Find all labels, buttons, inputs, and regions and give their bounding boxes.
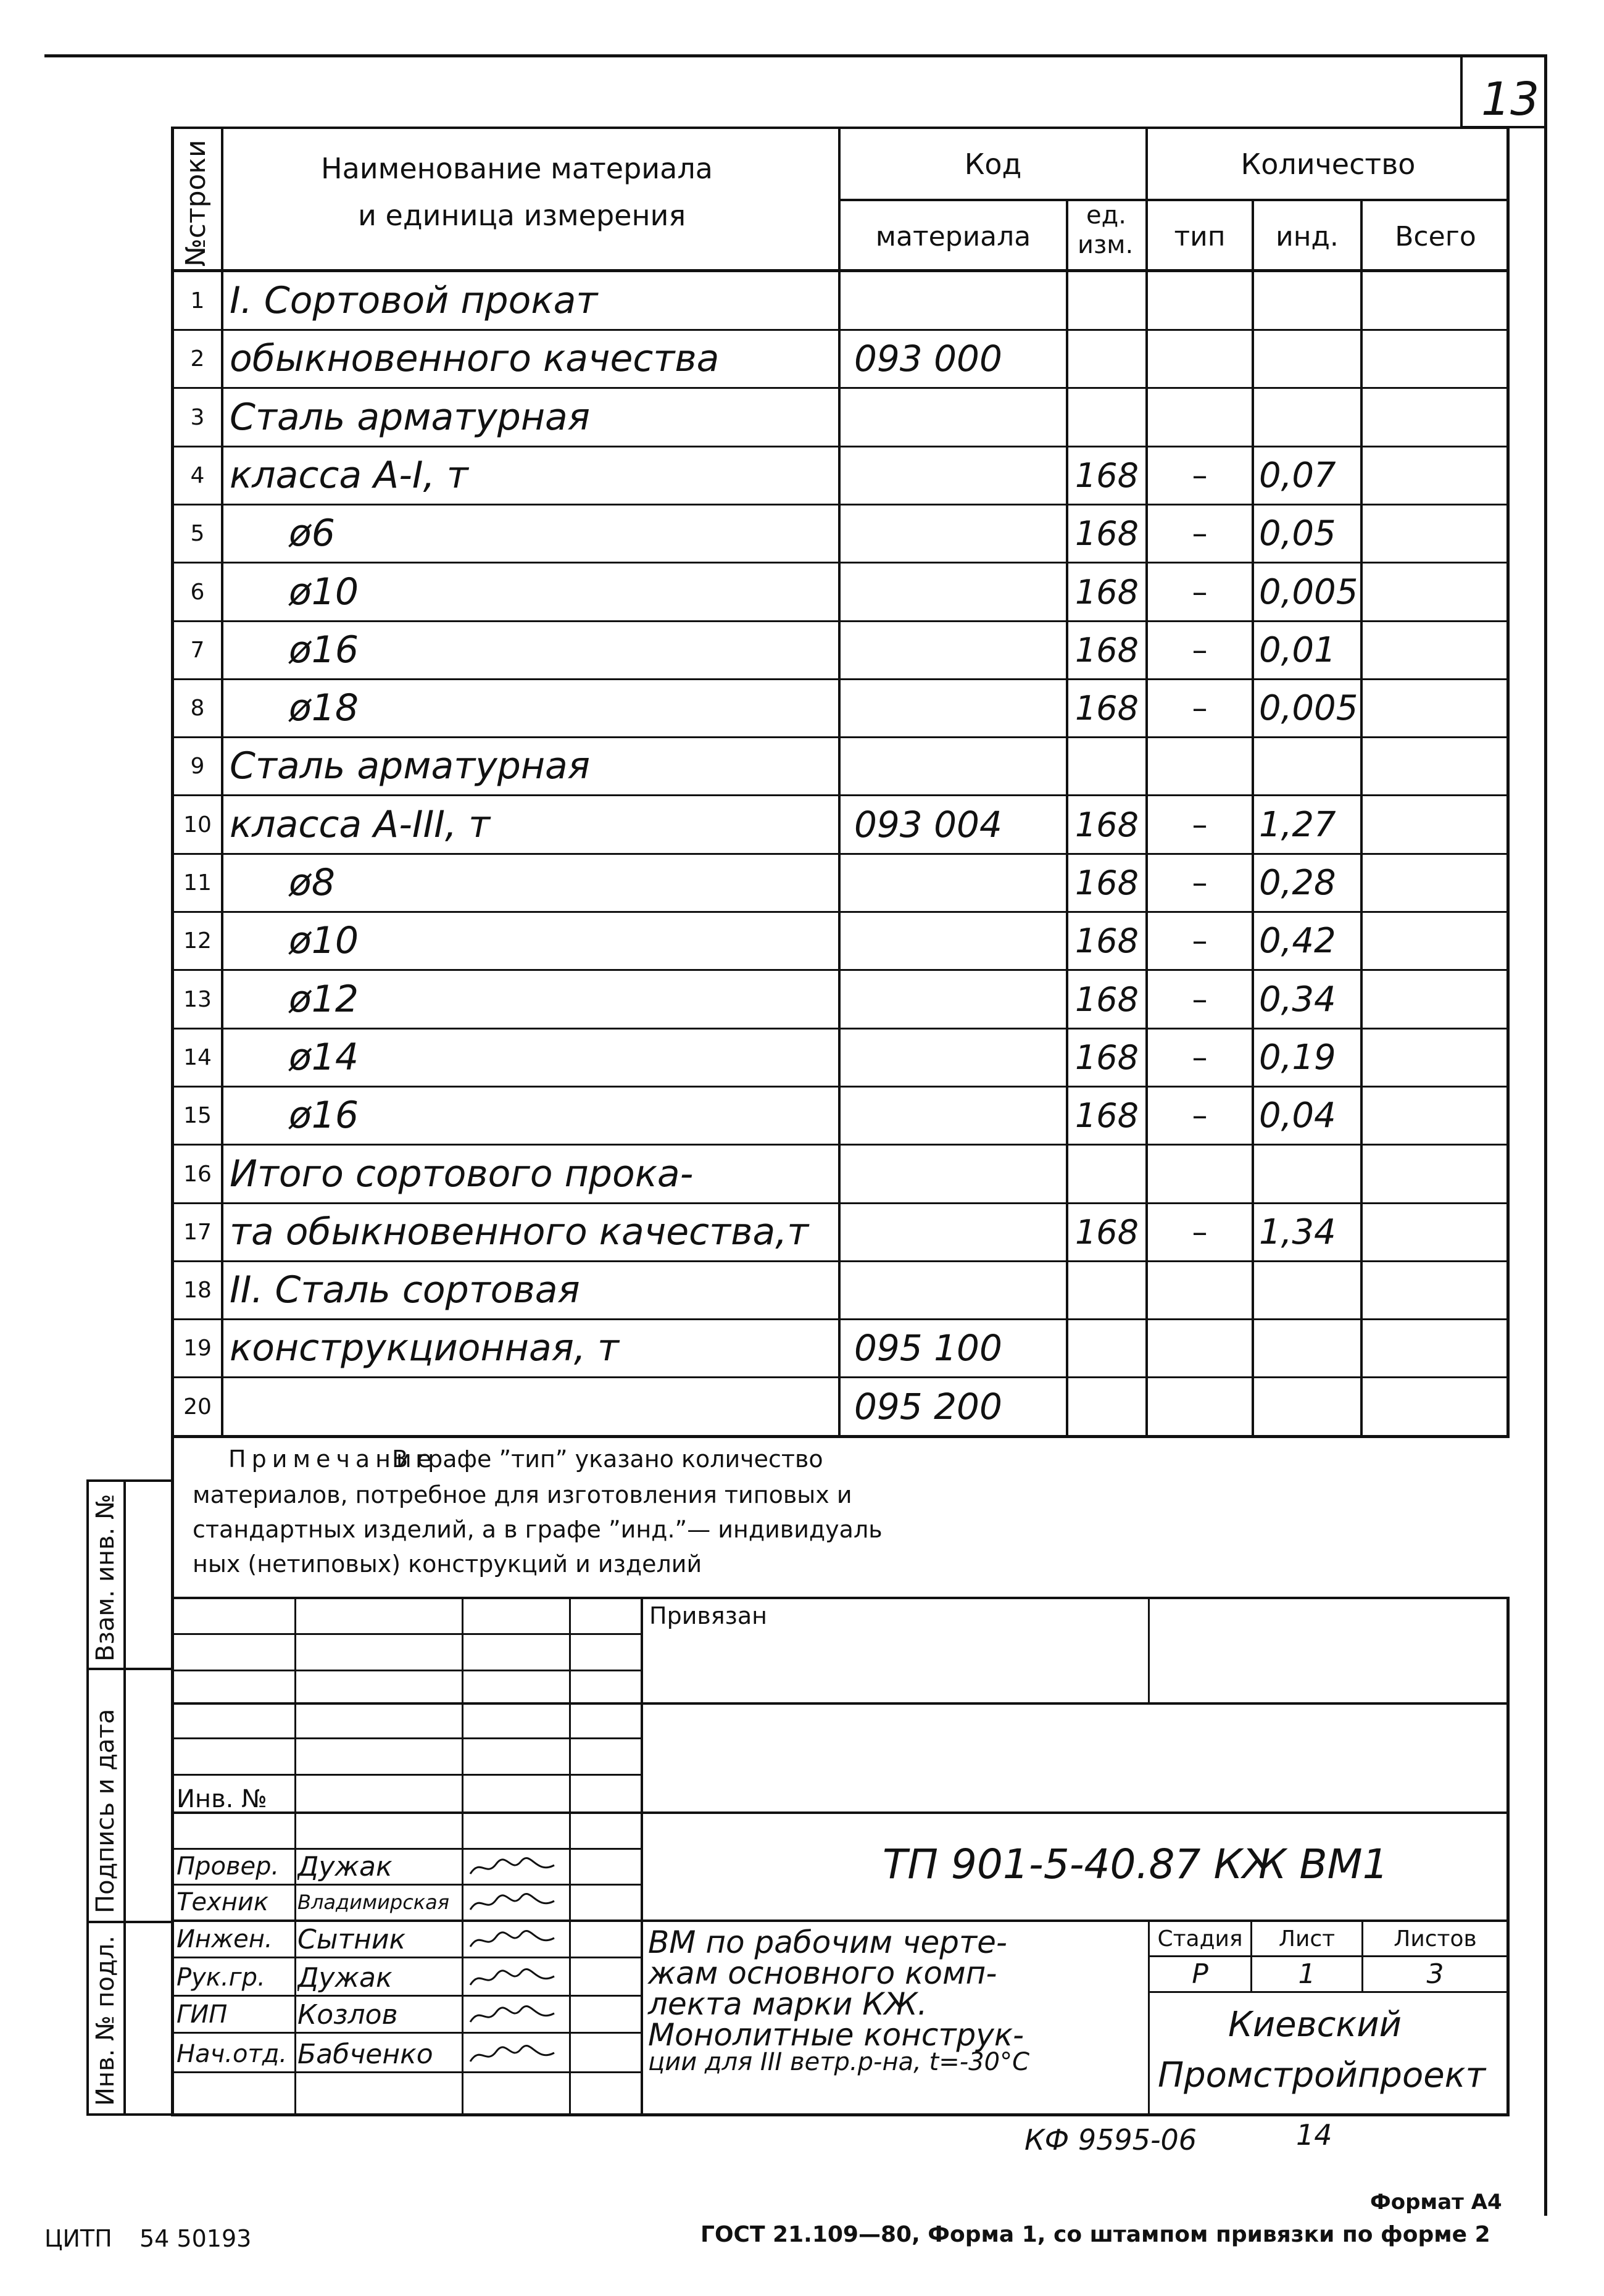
row-number: 8 [190, 695, 205, 721]
row-name: ø16 [289, 1094, 359, 1137]
note-line1: В графе ”тип” указано количество [392, 1445, 823, 1473]
row-name: та обыкновенного качества,т [230, 1210, 809, 1254]
row-code [841, 1204, 1079, 1260]
row-name: II. Сталь сортовая [230, 1268, 580, 1312]
row-number: 16 [183, 1161, 212, 1187]
row-unit [1068, 1146, 1145, 1202]
row-ind [1254, 1146, 1365, 1202]
org-line1: Киевский [1228, 2005, 1402, 2045]
row-code: 093 000 [854, 338, 1002, 380]
row-unit [1068, 1320, 1145, 1376]
row-type [1148, 1378, 1252, 1435]
stamp-h2 [171, 1670, 641, 1671]
row-unit: 168 [1074, 863, 1139, 902]
row-name: Сталь арматурная [230, 396, 590, 439]
stamp-h1 [171, 1633, 641, 1635]
row-name: класса A-I, т [230, 454, 468, 497]
header-name-line2: и единица измерения [358, 199, 686, 232]
row-type: – [1192, 865, 1208, 901]
row-ind: 0,04 [1259, 1095, 1336, 1136]
row-code [841, 1146, 1079, 1202]
header-material: материала [875, 220, 1031, 252]
side-strip-bottom [86, 2113, 173, 2116]
row-code: 093 004 [854, 804, 1002, 846]
row-type [1148, 1146, 1252, 1202]
row-ind: 0,19 [1259, 1037, 1336, 1078]
side-label-inv-podl: Инв. № подл. [91, 1936, 120, 2106]
row-number: 18 [183, 1277, 212, 1303]
stamp-h3 [171, 1702, 1508, 1705]
signer-role: ГИП [177, 2000, 228, 2029]
sheet-number: 13 [1481, 73, 1540, 126]
row-code [841, 854, 1079, 911]
header-quantity: Количество [1240, 148, 1416, 181]
row-unit: 168 [1074, 630, 1139, 670]
note-left-border [171, 1436, 174, 2115]
row-ind: 1,34 [1259, 1212, 1336, 1252]
row-type: – [1192, 574, 1208, 610]
header-type: тип [1174, 220, 1226, 252]
row-ind [1254, 330, 1365, 387]
row-code [841, 1029, 1079, 1086]
row-unit: 168 [1074, 1212, 1139, 1252]
row-code [841, 272, 1079, 329]
row-unit: 168 [1074, 688, 1139, 728]
stamp-stage-h2 [1148, 1991, 1508, 1993]
header-unit-line2: изм. [1078, 231, 1134, 259]
top-border [44, 54, 1547, 57]
row-name: Итого сортового прока- [230, 1152, 694, 1196]
row-code: 095 100 [854, 1327, 1002, 1369]
row-code [841, 389, 1079, 446]
row-ind: 0,42 [1259, 920, 1336, 961]
row-number: 13 [183, 986, 212, 1012]
note-lead: Примечание [228, 1445, 438, 1473]
row-code [841, 680, 1079, 736]
row-code [841, 505, 1079, 562]
row-type [1148, 1320, 1252, 1376]
format-label: Формат А4 [1370, 2190, 1502, 2215]
row-number: 1 [190, 288, 205, 314]
side-label-podpis: Подпись и дата [91, 1708, 120, 1913]
signer-name: Козлов [297, 1999, 398, 2031]
row-type [1148, 272, 1252, 329]
bottom-handwritten-code: КФ 9595-06 [1024, 2123, 1197, 2157]
header-total: Всего [1395, 220, 1476, 252]
row-name: класса A-III, т [230, 803, 491, 846]
row-ind [1254, 272, 1365, 329]
row-unit: 168 [1074, 1038, 1139, 1077]
row-unit: 168 [1074, 1096, 1139, 1135]
stamp-title-line: ВМ по рабочим черте- [648, 1924, 1007, 1960]
row-type: – [1192, 457, 1208, 493]
row-number: 12 [183, 928, 212, 954]
row-unit [1068, 1262, 1145, 1318]
row-ind [1254, 1320, 1365, 1376]
row-name: ø8 [289, 861, 335, 904]
row-ind: 0,05 [1259, 513, 1336, 554]
row-ind: 0,34 [1259, 979, 1336, 1020]
signer-name: Сытник [297, 1923, 406, 1955]
row-unit: 168 [1074, 455, 1139, 495]
row-unit [1068, 389, 1145, 446]
row-ind [1254, 1262, 1365, 1318]
row-number: 20 [183, 1394, 212, 1420]
row-type: – [1192, 923, 1208, 959]
row-code [841, 447, 1079, 504]
row-number: 5 [190, 520, 205, 546]
row-number: 11 [183, 870, 212, 896]
org-line2: Промстройпроект [1158, 2055, 1486, 2095]
row-type: – [1192, 807, 1208, 842]
row-divider [171, 1435, 1510, 1438]
row-type: – [1192, 1097, 1208, 1133]
header-subline [838, 199, 1508, 201]
row-unit [1068, 330, 1145, 387]
inv-no-label: Инв. № [177, 1785, 267, 1813]
privyazan-label: Привязан [649, 1602, 767, 1629]
signer-role: Рук.гр. [177, 1963, 265, 1992]
row-type: – [1192, 690, 1208, 726]
row-ind: 0,07 [1259, 455, 1336, 496]
sheets-value: 3 [1426, 1958, 1444, 1990]
stamp-bottom [171, 2113, 1510, 2116]
stage-value: Р [1192, 1958, 1208, 1990]
row-name: конструкционная, т [230, 1326, 619, 1370]
row-ind [1254, 738, 1365, 794]
side-label-vzam: Взам. инв. № [91, 1494, 120, 1662]
row-unit: 168 [1074, 980, 1139, 1019]
row-unit: 168 [1074, 921, 1139, 960]
row-number: 19 [183, 1335, 212, 1361]
stamp-col-a [294, 1597, 296, 2113]
footer-right: ГОСТ 21.109—80, Форма 1, со штампом привязки по форме 2 [700, 2222, 1490, 2247]
row-code: 095 200 [854, 1386, 1002, 1428]
stamp-h11 [171, 1995, 641, 1997]
signer-role: Провер. [177, 1852, 280, 1881]
header-ind: инд. [1276, 220, 1339, 252]
row-number: 2 [190, 346, 205, 372]
row-ind: 1,27 [1259, 804, 1336, 845]
stamp-h12 [171, 2032, 641, 2034]
row-number: 3 [190, 404, 205, 430]
stamp-title-line: лекта марки КЖ. [648, 1986, 928, 2022]
stamp-h13 [171, 2071, 641, 2073]
row-code [841, 1087, 1079, 1144]
stamp-right [1506, 1597, 1510, 2115]
row-unit [1068, 1378, 1145, 1435]
stamp-title-line: Монолитные конструк- [648, 2017, 1024, 2053]
row-unit: 168 [1074, 572, 1139, 612]
note-line4: ных (нетиповых) конструкций и изделий [193, 1550, 702, 1578]
row-name: обыкновенного качества [230, 337, 720, 380]
row-ind: 0,01 [1259, 630, 1336, 670]
row-number: 15 [183, 1102, 212, 1128]
side-strip-right [123, 1479, 126, 2115]
row-name: ø16 [289, 628, 359, 672]
row-unit [1068, 738, 1145, 794]
table-inner-left-border [221, 127, 223, 1436]
header-code: Код [964, 148, 1022, 181]
row-name: ø10 [289, 570, 359, 614]
row-number: 14 [183, 1044, 212, 1070]
signer-name: Бабченко [297, 2038, 433, 2070]
stage-label: Стадия [1157, 1926, 1243, 1952]
note-line2: материалов, потребное для изготовления типовых и [193, 1481, 852, 1508]
row-code [841, 738, 1079, 794]
stamp-h5 [171, 1774, 641, 1776]
row-ind: 0,005 [1259, 572, 1358, 612]
row-name [230, 1378, 838, 1435]
row-code [841, 971, 1079, 1028]
row-number: 6 [190, 579, 205, 605]
row-code [841, 622, 1079, 678]
signer-name: Дужак [297, 1961, 393, 1994]
bottom-page-number: 14 [1296, 2118, 1332, 2152]
signer-name: Владимирская [297, 1890, 449, 1914]
row-type [1148, 389, 1252, 446]
sheet-label: Лист [1278, 1926, 1336, 1952]
stamp-privyazan-divider [1148, 1597, 1150, 1703]
table-right-border [1506, 127, 1510, 1436]
signature-scribble [468, 2043, 560, 2068]
row-unit: 168 [1074, 805, 1139, 844]
row-type [1148, 1262, 1252, 1318]
side-strip-top [86, 1479, 173, 1482]
header-unit-line1: ед. [1086, 201, 1126, 230]
row-name: ø6 [289, 512, 335, 555]
row-number: 4 [190, 462, 205, 488]
row-code [841, 1262, 1079, 1318]
row-name: ø12 [289, 978, 359, 1021]
footer-left-org: ЦИТП [44, 2225, 112, 2252]
stamp-h4 [171, 1737, 641, 1739]
row-type: – [1192, 632, 1208, 668]
row-code [841, 564, 1079, 620]
signature-scribble [468, 2003, 560, 2028]
row-number: 9 [190, 753, 205, 779]
row-unit: 168 [1074, 514, 1139, 553]
row-type [1148, 330, 1252, 387]
row-ind [1254, 389, 1365, 446]
signature-scribble [468, 1928, 560, 1953]
row-type: – [1192, 1039, 1208, 1075]
stamp-col-b [462, 1597, 463, 2113]
signer-role: Нач.отд. [177, 2040, 288, 2068]
signer-name: Дужак [297, 1850, 393, 1882]
stamp-title-line: жам основного комп- [648, 1955, 997, 1991]
header-row-no: №строки [180, 139, 212, 267]
row-number: 17 [183, 1219, 212, 1245]
stamp-title-line: ции для III ветр.р-на, t=-30°С [648, 2048, 1030, 2076]
signature-scribble [468, 1891, 560, 1916]
row-name: I. Сортовой прокат [230, 279, 598, 322]
signature-scribble [468, 1855, 560, 1880]
stamp-sep-main [641, 1597, 643, 2115]
row-type: – [1192, 1214, 1208, 1250]
sheet-number-box-left [1460, 54, 1463, 128]
stamp-h6 [171, 1811, 1508, 1814]
stamp-h10 [171, 1957, 641, 1958]
sheets-label: Листов [1394, 1926, 1477, 1952]
row-number: 10 [183, 812, 212, 838]
row-type: – [1192, 981, 1208, 1017]
side-strip-left [86, 1479, 89, 2115]
signer-role: Техник [177, 1888, 269, 1916]
header-name-line1: Наименование материала [321, 152, 713, 185]
sheet-value: 1 [1298, 1958, 1316, 1990]
row-type: – [1192, 515, 1208, 551]
side-strip-div1 [86, 1668, 173, 1670]
row-code [841, 912, 1079, 969]
right-border [1544, 54, 1547, 2216]
row-type [1148, 738, 1252, 794]
row-name: ø14 [289, 1036, 359, 1079]
note-line3: стандартных изделий, а в графе ”инд.”— индивидуаль [193, 1516, 883, 1543]
stamp-col-c [569, 1597, 571, 2113]
row-name: ø18 [289, 686, 359, 730]
row-ind: 0,005 [1259, 688, 1358, 728]
row-number: 7 [190, 637, 205, 663]
stamp-top [171, 1597, 1510, 1599]
row-name: ø10 [289, 919, 359, 962]
row-ind: 0,28 [1259, 862, 1336, 903]
signer-role: Инжен. [177, 1925, 273, 1953]
side-strip-div2 [86, 1921, 173, 1923]
row-name: Сталь арматурная [230, 744, 590, 788]
footer-left-num: 54 50193 [139, 2225, 252, 2252]
signature-scribble [468, 1966, 560, 1991]
document-designation: ТП 901-5-40.87 КЖ ВМ1 [883, 1841, 1389, 1888]
row-unit [1068, 272, 1145, 329]
row-ind [1254, 1378, 1365, 1435]
